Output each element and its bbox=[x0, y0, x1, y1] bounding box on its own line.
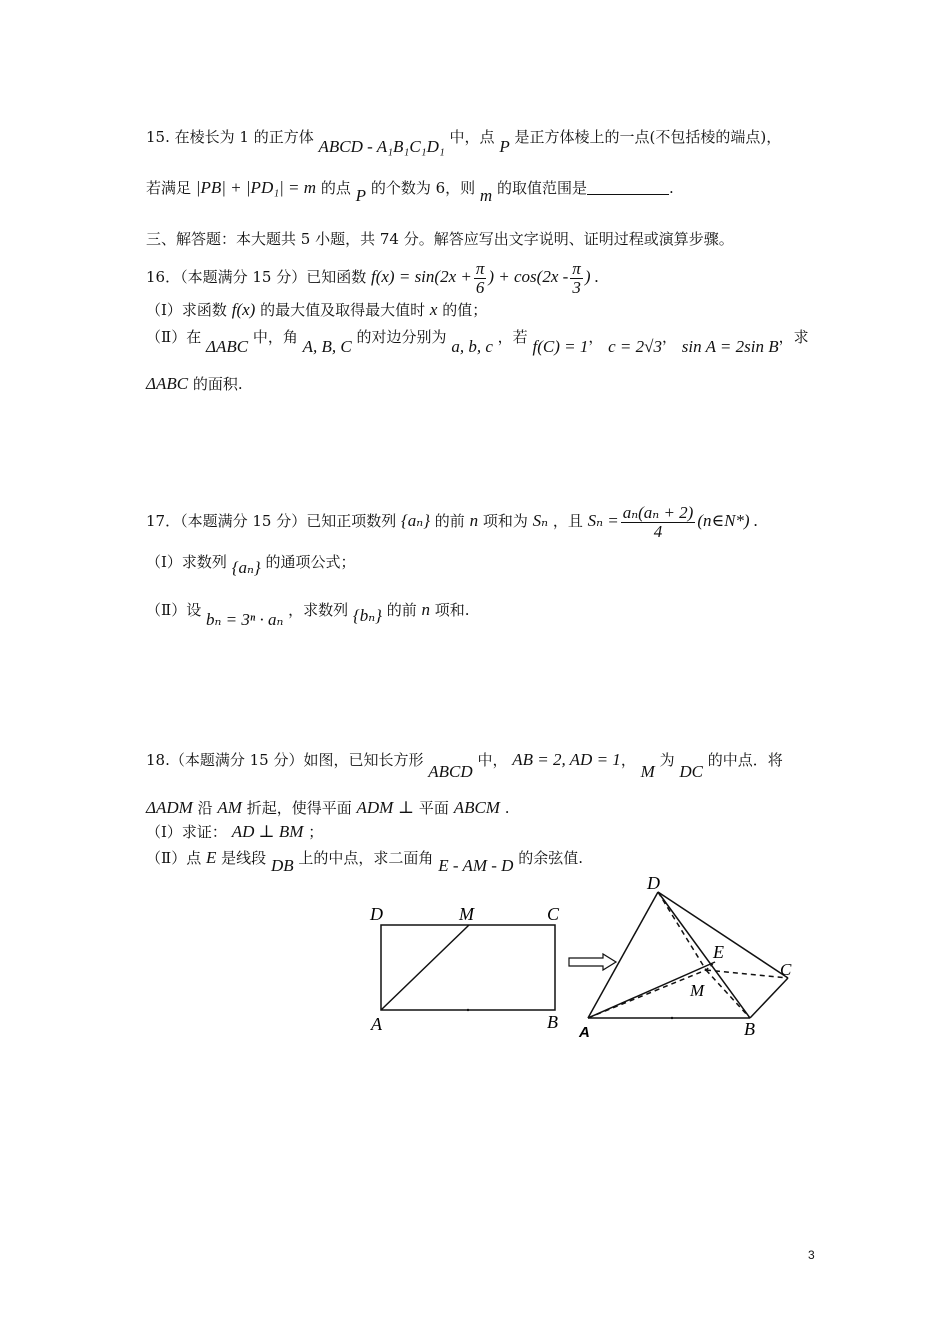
var-m: m bbox=[479, 186, 493, 205]
q18-line1: 18.（本题满分 15 分）如图，已知长方形 ABCD 中， AB = 2, AD = 1， M 为 DC 的中点．将 bbox=[146, 750, 783, 781]
q18-part1: （Ⅰ）求证： AD ⊥ BM ； bbox=[146, 822, 324, 841]
midpoint-dot bbox=[671, 1017, 673, 1019]
rectangle-abcd bbox=[381, 925, 555, 1010]
arrow-icon bbox=[569, 954, 616, 970]
q15-text: 是正方体棱上的一点(不包括棱的端点)， bbox=[514, 128, 782, 146]
label-e: E bbox=[713, 942, 724, 962]
page-number: 3 bbox=[808, 1248, 815, 1262]
folded-figure bbox=[588, 892, 788, 1018]
q16-func: ) . bbox=[584, 267, 599, 286]
q16-text: 16．（本题满分 15 分）已知函数 bbox=[146, 268, 367, 286]
rectangle-figure bbox=[381, 925, 555, 1010]
label-d: D bbox=[370, 904, 383, 924]
q16-part2: （Ⅱ）在 ΔABC 中，角 A, B, C 的对边分别为 a, b, c ，若 f(C) = 1， c = 2√3， sin A = 2sin B，求 bbox=[146, 328, 809, 356]
q15-text: 15. 在棱长为 1 的正方体 bbox=[146, 128, 314, 146]
q15-text: 的点 bbox=[320, 179, 351, 197]
q15-text: 的个数为 6，则 bbox=[370, 179, 476, 197]
segment-am bbox=[381, 925, 469, 1010]
q15-condition: |PB| + |PD₁| = m bbox=[195, 178, 317, 197]
q16-part1: （Ⅰ）求函数 f(x) 的最大值及取得最大值时 x 的值； bbox=[146, 300, 488, 319]
label-a: A bbox=[579, 1024, 590, 1041]
label-b: B bbox=[744, 1019, 755, 1039]
frac-pi-3: $\frac{\pi}{3}$ bbox=[572, 258, 581, 297]
q15-text: 中，点 bbox=[449, 128, 495, 146]
q16-func: f(x) = sin(2x + bbox=[371, 267, 472, 286]
frac-sn: $\frac{\text{aₙ(aₙ + 2)}}{4}$ bbox=[622, 502, 694, 541]
seq-bn: {bₙ} bbox=[352, 606, 382, 625]
seq-an: {aₙ} bbox=[401, 511, 430, 530]
q16-func: ) + cos(2x - bbox=[488, 267, 569, 286]
label-m: M bbox=[459, 904, 474, 924]
q17-line1: 17．（本题满分 15 分）已知正项数列 {aₙ} 的前 n 项和为 Sₙ ，且 Sₙ = $\frac{\text{aₙ(aₙ + 2)}}{4}$ (n∈N*) . bbox=[146, 502, 759, 541]
label-m: M bbox=[690, 981, 705, 1000]
label-c: C bbox=[547, 904, 560, 924]
triangle-abc: ΔABC bbox=[146, 374, 189, 393]
fx: f(x) bbox=[231, 300, 256, 319]
triangle-abc: ΔABC bbox=[205, 337, 249, 356]
label-c: C bbox=[780, 960, 792, 979]
label-d: D bbox=[647, 873, 660, 893]
label-a: A bbox=[371, 1014, 382, 1034]
point-p: P bbox=[355, 186, 367, 205]
frac-pi-6: $\frac{\pi}{6}$ bbox=[475, 258, 485, 297]
section3-heading: 三、解答题：本大题共 5 小题，共 74 分。解答应写出文字说明、证明过程或演算步骤。 bbox=[146, 230, 734, 248]
seq-an: {aₙ} bbox=[231, 558, 261, 577]
q18-part2: （Ⅱ）点 E 是线段 DB 上的中点，求二面角 E - AM - D 的余弦值. bbox=[146, 848, 583, 875]
q17-part2: （Ⅱ）设 bₙ = 3ⁿ · aₙ ，求数列 {bₙ} 的前 n 项和. bbox=[146, 600, 470, 629]
q15-text: . bbox=[668, 179, 674, 197]
q15-text: 若满足 bbox=[146, 179, 192, 197]
point-p: P bbox=[499, 137, 510, 156]
cube-name: ABCD - A₁B₁C₁D₁ bbox=[318, 137, 445, 156]
var-x: x bbox=[429, 300, 438, 319]
bn-def: bₙ = 3ⁿ · aₙ bbox=[205, 610, 284, 629]
label-b: B bbox=[547, 1012, 558, 1032]
q16-part2-cont: ΔABC 的面积. bbox=[146, 374, 243, 393]
q18-line2: ΔADM 沿 AM 折起，使得平面 ADM ⊥ 平面 ABCM . bbox=[146, 798, 510, 817]
q15-text: 的取值范围是 bbox=[496, 179, 587, 197]
q17-part1: （Ⅰ）求数列 {aₙ} 的通项公式； bbox=[146, 553, 356, 577]
midpoint-dot bbox=[467, 1009, 469, 1011]
